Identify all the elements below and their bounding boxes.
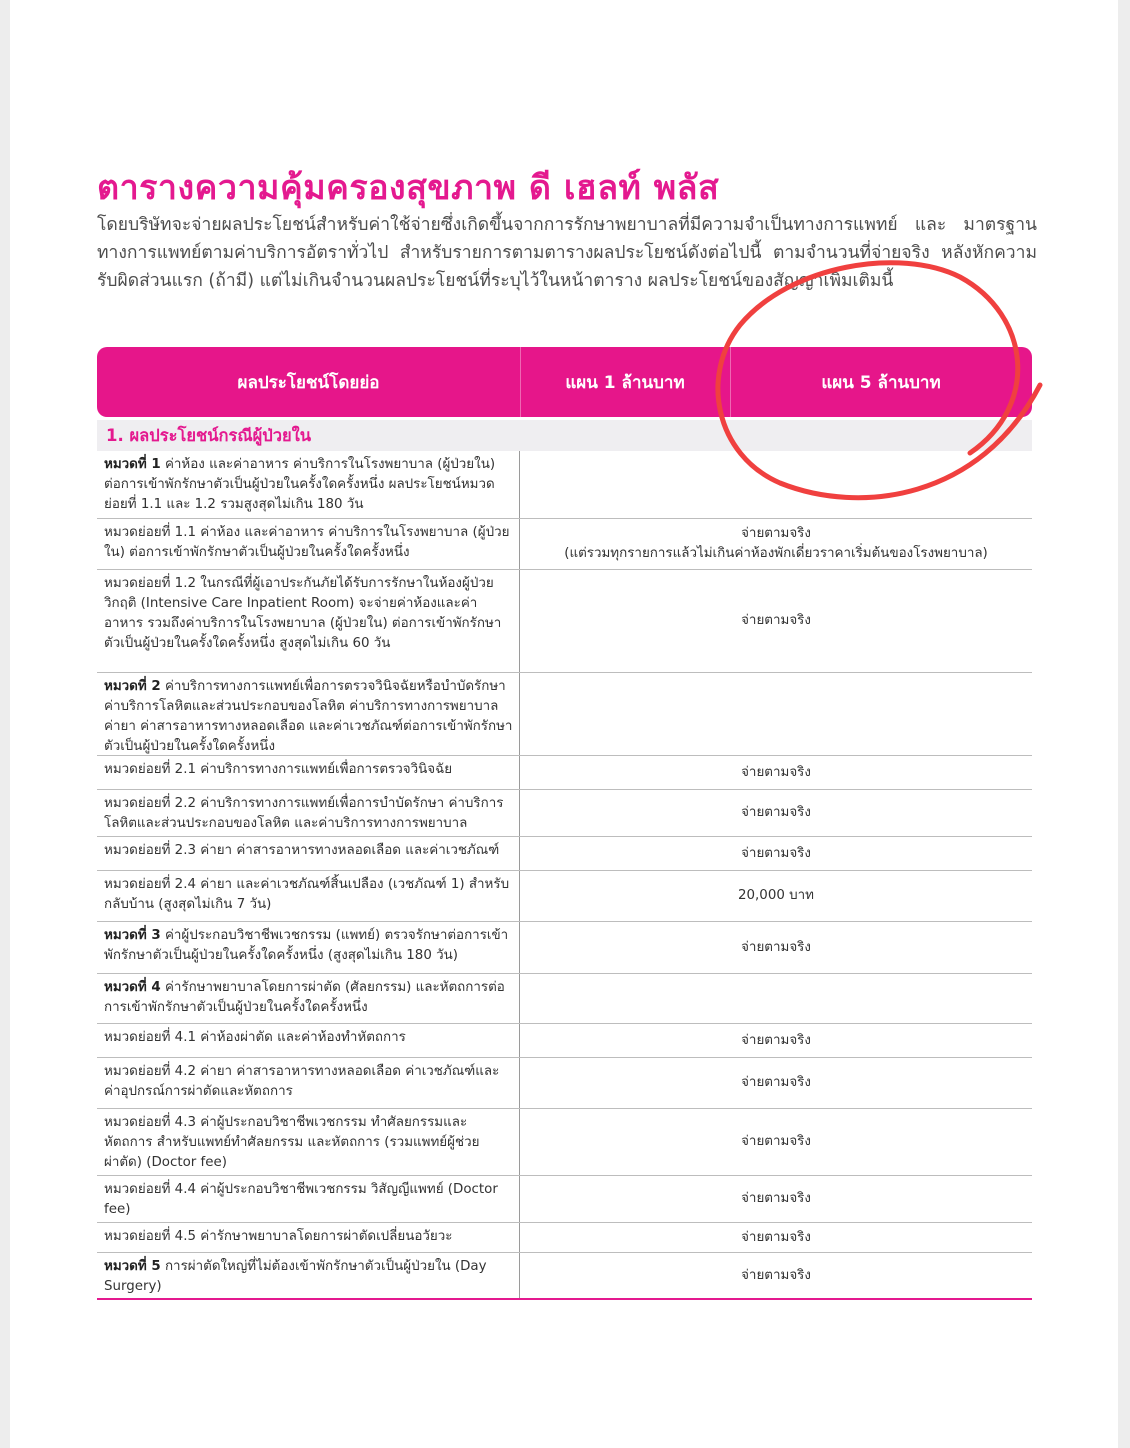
category-label: หมวดที่ 4 — [104, 980, 161, 995]
coverage-amount: จ่ายตามจริง — [741, 1075, 811, 1090]
benefit-text: หมวดย่อยที่ 4.5 ค่ารักษาพยาบาลโดยการผ่าตัดเปลี่ยนอวัยวะ — [104, 1229, 453, 1244]
coverage-value — [520, 570, 1032, 672]
category-label: หมวดที่ 5 — [104, 1259, 161, 1274]
table-row — [97, 871, 1032, 922]
benefit-description — [97, 756, 520, 789]
benefit-text: หมวดย่อยที่ 1.2 ในกรณีที่ผู้เอาประกันภัยได้รับการรักษาในห้องผู้ป่วยวิกฤติ (Intensive Care Inpatient Room) จะจ่ายค่าห้องและค่าอาหาร รวมถึงค่าบริการในโรงพยาบาล (ผู้ป่วยใน) ต่อการเข้าพักรักษาตัวเป็นผู้ป่วยในครั้งใดครั้งหนึ่ง สูงสุดไม่เกิน 60 วัน — [104, 576, 502, 651]
coverage-note: (แต่รวมทุกรายการแล้วไม่เกินค่าห้องพักเดี่ยวราคาเริ่มต้นของโรงพยาบาล) — [564, 546, 988, 561]
benefit-description — [97, 673, 520, 755]
coverage-amount: จ่ายตามจริง — [741, 939, 811, 955]
table-row — [97, 451, 1032, 519]
benefit-text: หมวดย่อยที่ 2.3 ค่ายา ค่าสารอาหารทางหลอดเลือด และค่าเวชภัณฑ์ — [104, 843, 500, 858]
table-row — [97, 1253, 1032, 1300]
table-row — [97, 1223, 1032, 1253]
coverage-amount: จ่ายตามจริง — [741, 613, 811, 628]
benefit-text: หมวดย่อยที่ 4.1 ค่าห้องผ่าตัด และค่าห้องทำหัตถการ — [104, 1030, 406, 1045]
header-plan-1m: แผน 1 ล้านบาท — [565, 372, 685, 393]
coverage-value — [520, 871, 1032, 921]
category-label: หมวดที่ 1 — [104, 457, 161, 472]
benefit-text: หมวดย่อยที่ 4.3 ค่าผู้ประกอบวิชาชีพเวชกรรม ทำศัลยกรรมและหัตถการ สำหรับแพทย์ทำศัลยกรรม และหัตถการ (รวมแพทย์ผู้ช่วยผ่าตัด) (Doctor fee) — [104, 1115, 480, 1170]
benefit-description — [97, 974, 520, 1023]
coverage-value — [520, 1024, 1032, 1057]
benefit-description — [97, 519, 520, 569]
coverage-value — [520, 519, 1032, 569]
document-page — [10, 0, 1118, 1448]
benefit-text: หมวดย่อยที่ 2.2 ค่าบริการทางการแพทย์เพื่อการบำบัดรักษา ค่าบริการโลหิตและส่วนประกอบของโลหิต และค่าบริการทางการพยาบาล — [104, 796, 504, 831]
benefit-text: ค่าผู้ประกอบวิชาชีพเวชกรรม (แพทย์) ตรวจรักษาต่อการเข้าพักรักษาตัวเป็นผู้ป่วยในครั้งใดครั้งหนึ่ง (สูงสุดไม่เกิน 180 วัน) — [104, 928, 509, 963]
table-header — [97, 347, 1032, 417]
coverage-value — [520, 837, 1032, 870]
category-label: หมวดที่ 2 — [104, 679, 161, 694]
benefit-description — [97, 922, 520, 973]
benefit-description — [97, 1253, 520, 1298]
table-row — [97, 519, 1032, 570]
coverage-amount: จ่ายตามจริง — [741, 1229, 811, 1245]
benefit-description — [97, 871, 520, 921]
table-row — [97, 974, 1032, 1024]
coverage-amount: จ่ายตามจริง — [741, 1134, 811, 1149]
coverage-value — [520, 451, 1032, 518]
intro-paragraph: โดยบริษัทจะจ่ายผลประโยชน์สำหรับค่าใช้จ่ายซึ่งเกิดขึ้นจากการรักษาพยาบาลที่มีความจำเป็นทางการแพทย์ และ มาตรฐานทางการแพทย์ตามค่าบริการอัตราทั่วไป สำหรับรายการตามตารางผลประโยชน์ดังต่อไปนี้ ตามจำนวนที่จ่ายจริง หลังหักความรับผิดส่วนแรก (ถ้ามี) แต่ไม่เกินจำนวนผลประโยชน์ที่ระบุไว้ในหน้าตาราง ผลประโยชน์ของสัญญาเพิ่มเติมนี้ — [97, 215, 1037, 291]
benefit-description — [97, 1024, 520, 1057]
category-label: หมวดที่ 3 — [104, 928, 161, 943]
table-row — [97, 673, 1032, 756]
coverage-value — [520, 1176, 1032, 1222]
table-row — [97, 1109, 1032, 1176]
coverage-amount: จ่ายตามจริง — [741, 764, 811, 780]
page-title: ตารางความคุ้มครองสุขภาพ ดี เฮลท์ พลัส — [97, 168, 720, 208]
benefit-description — [97, 451, 520, 518]
coverage-value — [520, 790, 1032, 836]
coverage-value — [520, 922, 1032, 973]
coverage-amount: 20,000 บาท — [738, 888, 814, 903]
coverage-value — [520, 673, 1032, 755]
table-row — [97, 1058, 1032, 1109]
header-benefit: ผลประโยชน์โดยย่อ — [237, 372, 380, 393]
coverage-amount: จ่ายตามจริง — [741, 845, 811, 861]
coverage-value — [520, 1223, 1032, 1252]
benefit-text: ค่าบริการทางการแพทย์เพื่อการตรวจวินิจฉัยหรือบำบัดรักษา ค่าบริการโลหิตและส่วนประกอบของโลหิต ค่าบริการทางการพยาบาล ค่ายา ค่าสารอาหารทางหลอดเลือด และค่าเวชภัณฑ์ต่อการเข้าพักรักษาตัวเป็นผู้ป่วยในครั้งใดครั้งหนึ่ง — [104, 679, 513, 754]
coverage-value — [520, 756, 1032, 789]
benefit-text: หมวดย่อยที่ 4.4 ค่าผู้ประกอบวิชาชีพเวชกรรม วิสัญญีแพทย์ (Doctor fee) — [104, 1182, 498, 1217]
table-row — [97, 837, 1032, 871]
coverage-amount: จ่ายตามจริง — [741, 805, 811, 820]
coverage-amount: จ่ายตามจริง — [741, 1191, 811, 1206]
benefit-description — [97, 790, 520, 836]
benefit-description — [97, 1223, 520, 1252]
benefit-text: หมวดย่อยที่ 2.1 ค่าบริการทางการแพทย์เพื่อการตรวจวินิจฉัย — [104, 762, 453, 777]
table-row — [97, 570, 1032, 673]
benefit-text: หมวดย่อยที่ 1.1 ค่าห้อง และค่าอาหาร ค่าบริการในโรงพยาบาล (ผู้ป่วยใน) ต่อการเข้าพักรักษาตัวเป็นผู้ป่วยในครั้งใดครั้งหนึ่ง — [104, 525, 510, 560]
benefit-description — [97, 1109, 520, 1175]
table-row — [97, 790, 1032, 837]
coverage-value — [520, 1109, 1032, 1175]
benefit-description — [97, 1058, 520, 1108]
table-row — [97, 1176, 1032, 1223]
coverage-value — [520, 974, 1032, 1023]
table-row — [97, 922, 1032, 974]
benefit-text: ค่ารักษาพยาบาลโดยการผ่าตัด (ศัลยกรรม) และหัตถการต่อการเข้าพักรักษาตัวเป็นผู้ป่วยในครั้งใดครั้งหนึ่ง — [104, 980, 505, 1015]
coverage-amount: จ่ายตามจริง — [741, 1032, 811, 1048]
header-plan-5m: แผน 5 ล้านบาท — [821, 372, 941, 393]
benefit-description — [97, 1176, 520, 1222]
table-row — [97, 1024, 1032, 1058]
benefit-text: หมวดย่อยที่ 2.4 ค่ายา และค่าเวชภัณฑ์สิ้นเปลือง (เวชภัณฑ์ 1) สำหรับกลับบ้าน (สูงสุดไม่เกิน 7 วัน) — [104, 877, 510, 912]
coverage-amount: จ่ายตามจริง — [741, 526, 811, 541]
section-inpatient: 1. ผลประโยชน์กรณีผู้ป่วยใน — [97, 420, 1032, 451]
coverage-amount: จ่ายตามจริง — [741, 1267, 811, 1283]
benefit-description — [97, 570, 520, 672]
benefit-text: หมวดย่อยที่ 4.2 ค่ายา ค่าสารอาหารทางหลอดเลือด ค่าเวชภัณฑ์และค่าอุปกรณ์การผ่าตัดและหัตถการ — [104, 1064, 500, 1099]
coverage-value — [520, 1058, 1032, 1108]
benefit-description — [97, 837, 520, 870]
table-row — [97, 756, 1032, 790]
benefit-text: ค่าห้อง และค่าอาหาร ค่าบริการในโรงพยาบาล (ผู้ป่วยใน) ต่อการเข้าพักรักษาตัวเป็นผู้ป่วยในครั้งใดครั้งหนึ่ง ผลประโยชน์หมวดย่อยที่ 1.1 และ 1.2 รวมสูงสุดไม่เกิน 180 วัน — [104, 457, 496, 512]
benefit-text: การผ่าตัดใหญ่ที่ไม่ต้องเข้าพักรักษาตัวเป็นผู้ป่วยใน (Day Surgery) — [104, 1259, 487, 1294]
coverage-value — [520, 1253, 1032, 1298]
